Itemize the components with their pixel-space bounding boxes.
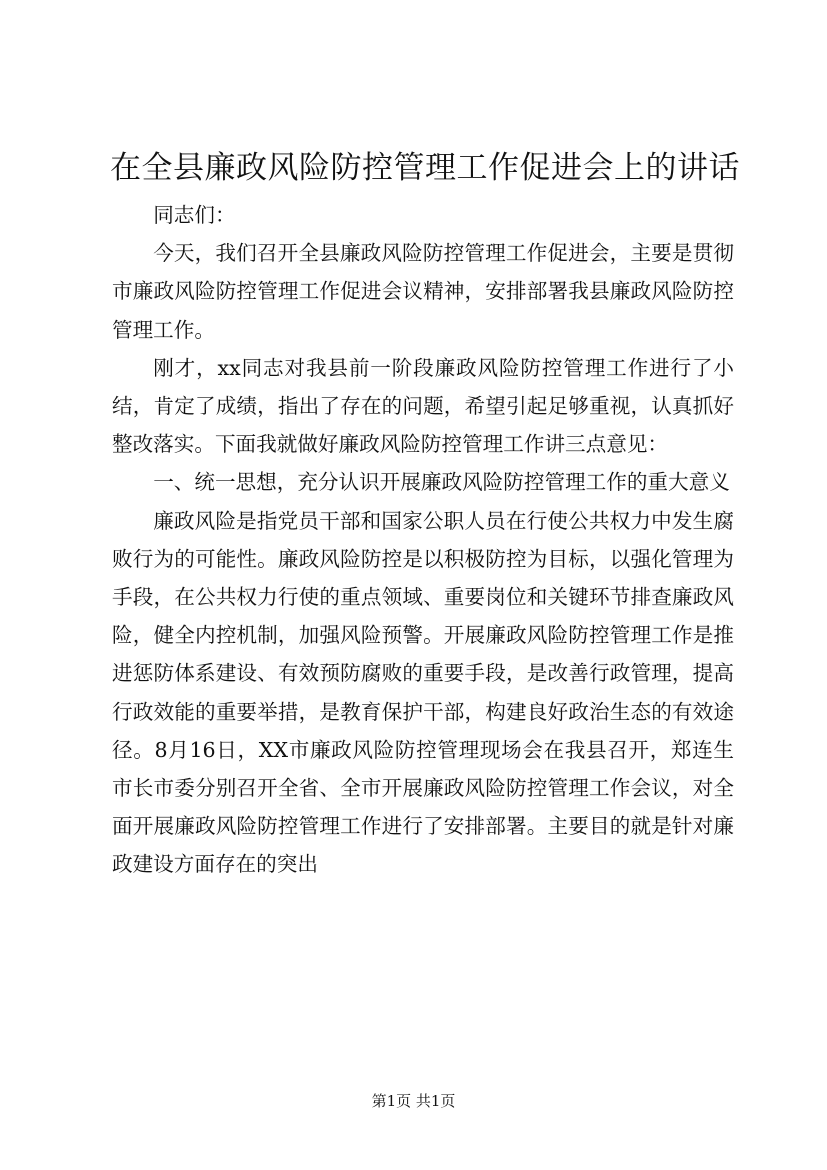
opening-paragraph: 今天，我们召开全县廉政风险防控管理工作促进会，主要是贯彻市廉政风险防控管理工作促进会议精神，安排部署我县廉政风险防控管理工作。 [112,241,734,342]
salutation-paragraph: 同志们： [153,203,236,227]
section-heading-1: 一、统一思想，充分认识开展廉政风险防控管理工作的重大意义 [153,470,730,495]
page-footer: 第1页 共1页 [371,1092,456,1110]
section-1-paragraph: 廉政风险是指党员干部和国家公职人员在行使公共权力中发生腐败行为的可能性。廉政风险防控是以积极防控为目标，以强化管理为手段，在公共权力行使的重点领域、重要岗位和关键环节排查廉政风险，健全内控机制，加强风险预警。开展廉政风险防控管理工作是推进惩防体系建设、有效预防腐败的重要手段，是改善行政管理，提高行政效能的重要举措，是教育保护干部，构建良好政治生态的有效途径。8月16日，XX市廉政风险防控管理现场会在我县召开，郑连生市长市委分别召开全省、全市开展廉政风险防控管理工作会议，对全面开展廉政风险防控管理工作进行了安排部署。主要目的就是针对廉政建设方面存在的突出 [112,508,734,877]
summary-paragraph: 刚才，xx同志对我县前一阶段廉政风险防控管理工作进行了小结，肯定了成绩，指出了存在的问题，希望引起足够重视，认真抓好整改落实。下面我就做好廉政风险防控管理工作讲三点意见： [112,355,734,457]
document-body [112,196,734,884]
document-title: 在全县廉政风险防控管理工作促进会上的讲话 [110,150,740,186]
